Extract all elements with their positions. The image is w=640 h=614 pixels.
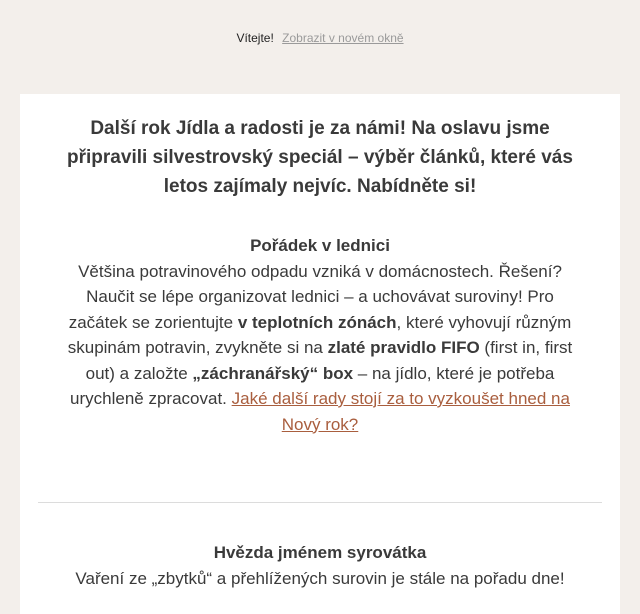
article-body: Vaření ze „zbytků“ a přehlížených surovin je stále na pořadu dne! <box>75 568 565 588</box>
body-text: (first in, first out) a založte <box>85 338 573 383</box>
body-bold: „záchranářský“ box <box>192 363 354 383</box>
body-bold: zlaté pravidlo FIFO <box>327 338 480 357</box>
intro-heading: Další rok Jídla a radosti je za námi! Na oslavu jsme připravili silvestrovský speciál – výběr článků, které vás letos zajímaly nejvíc. Nabídněte si! <box>67 118 573 197</box>
newsletter-card <box>20 94 620 614</box>
greeting-text: Vítejte! <box>236 31 274 45</box>
body-text: , které vyhovují různým skupinám potravin, zvykněte si na <box>67 312 572 357</box>
article-whey <box>20 540 620 591</box>
view-in-browser-link[interactable]: Zobrazit v novém okně <box>282 31 404 45</box>
body-text: Většina potravinového odpadu vzniká v domácnostech. Řešení? Naučit se lépe organizovat lednici – a uchovávat suroviny! Pro začátek se zorientujte <box>68 261 562 332</box>
section-divider <box>38 502 602 503</box>
body-text: – na jídlo, které je potřeba urychleně zpracovat. <box>70 363 555 408</box>
read-more-link[interactable]: Jaké další rady stojí za to vyzkoušet hned na Nový rok? <box>231 389 570 434</box>
email-preheader <box>0 0 640 94</box>
article-fridge <box>20 201 620 437</box>
article-body <box>60 259 580 438</box>
article-title: Pořádek v lednici <box>250 236 390 255</box>
article-title: Hvězda jménem syrovátka <box>213 543 427 562</box>
body-bold: v teplotních zónách <box>237 312 397 332</box>
